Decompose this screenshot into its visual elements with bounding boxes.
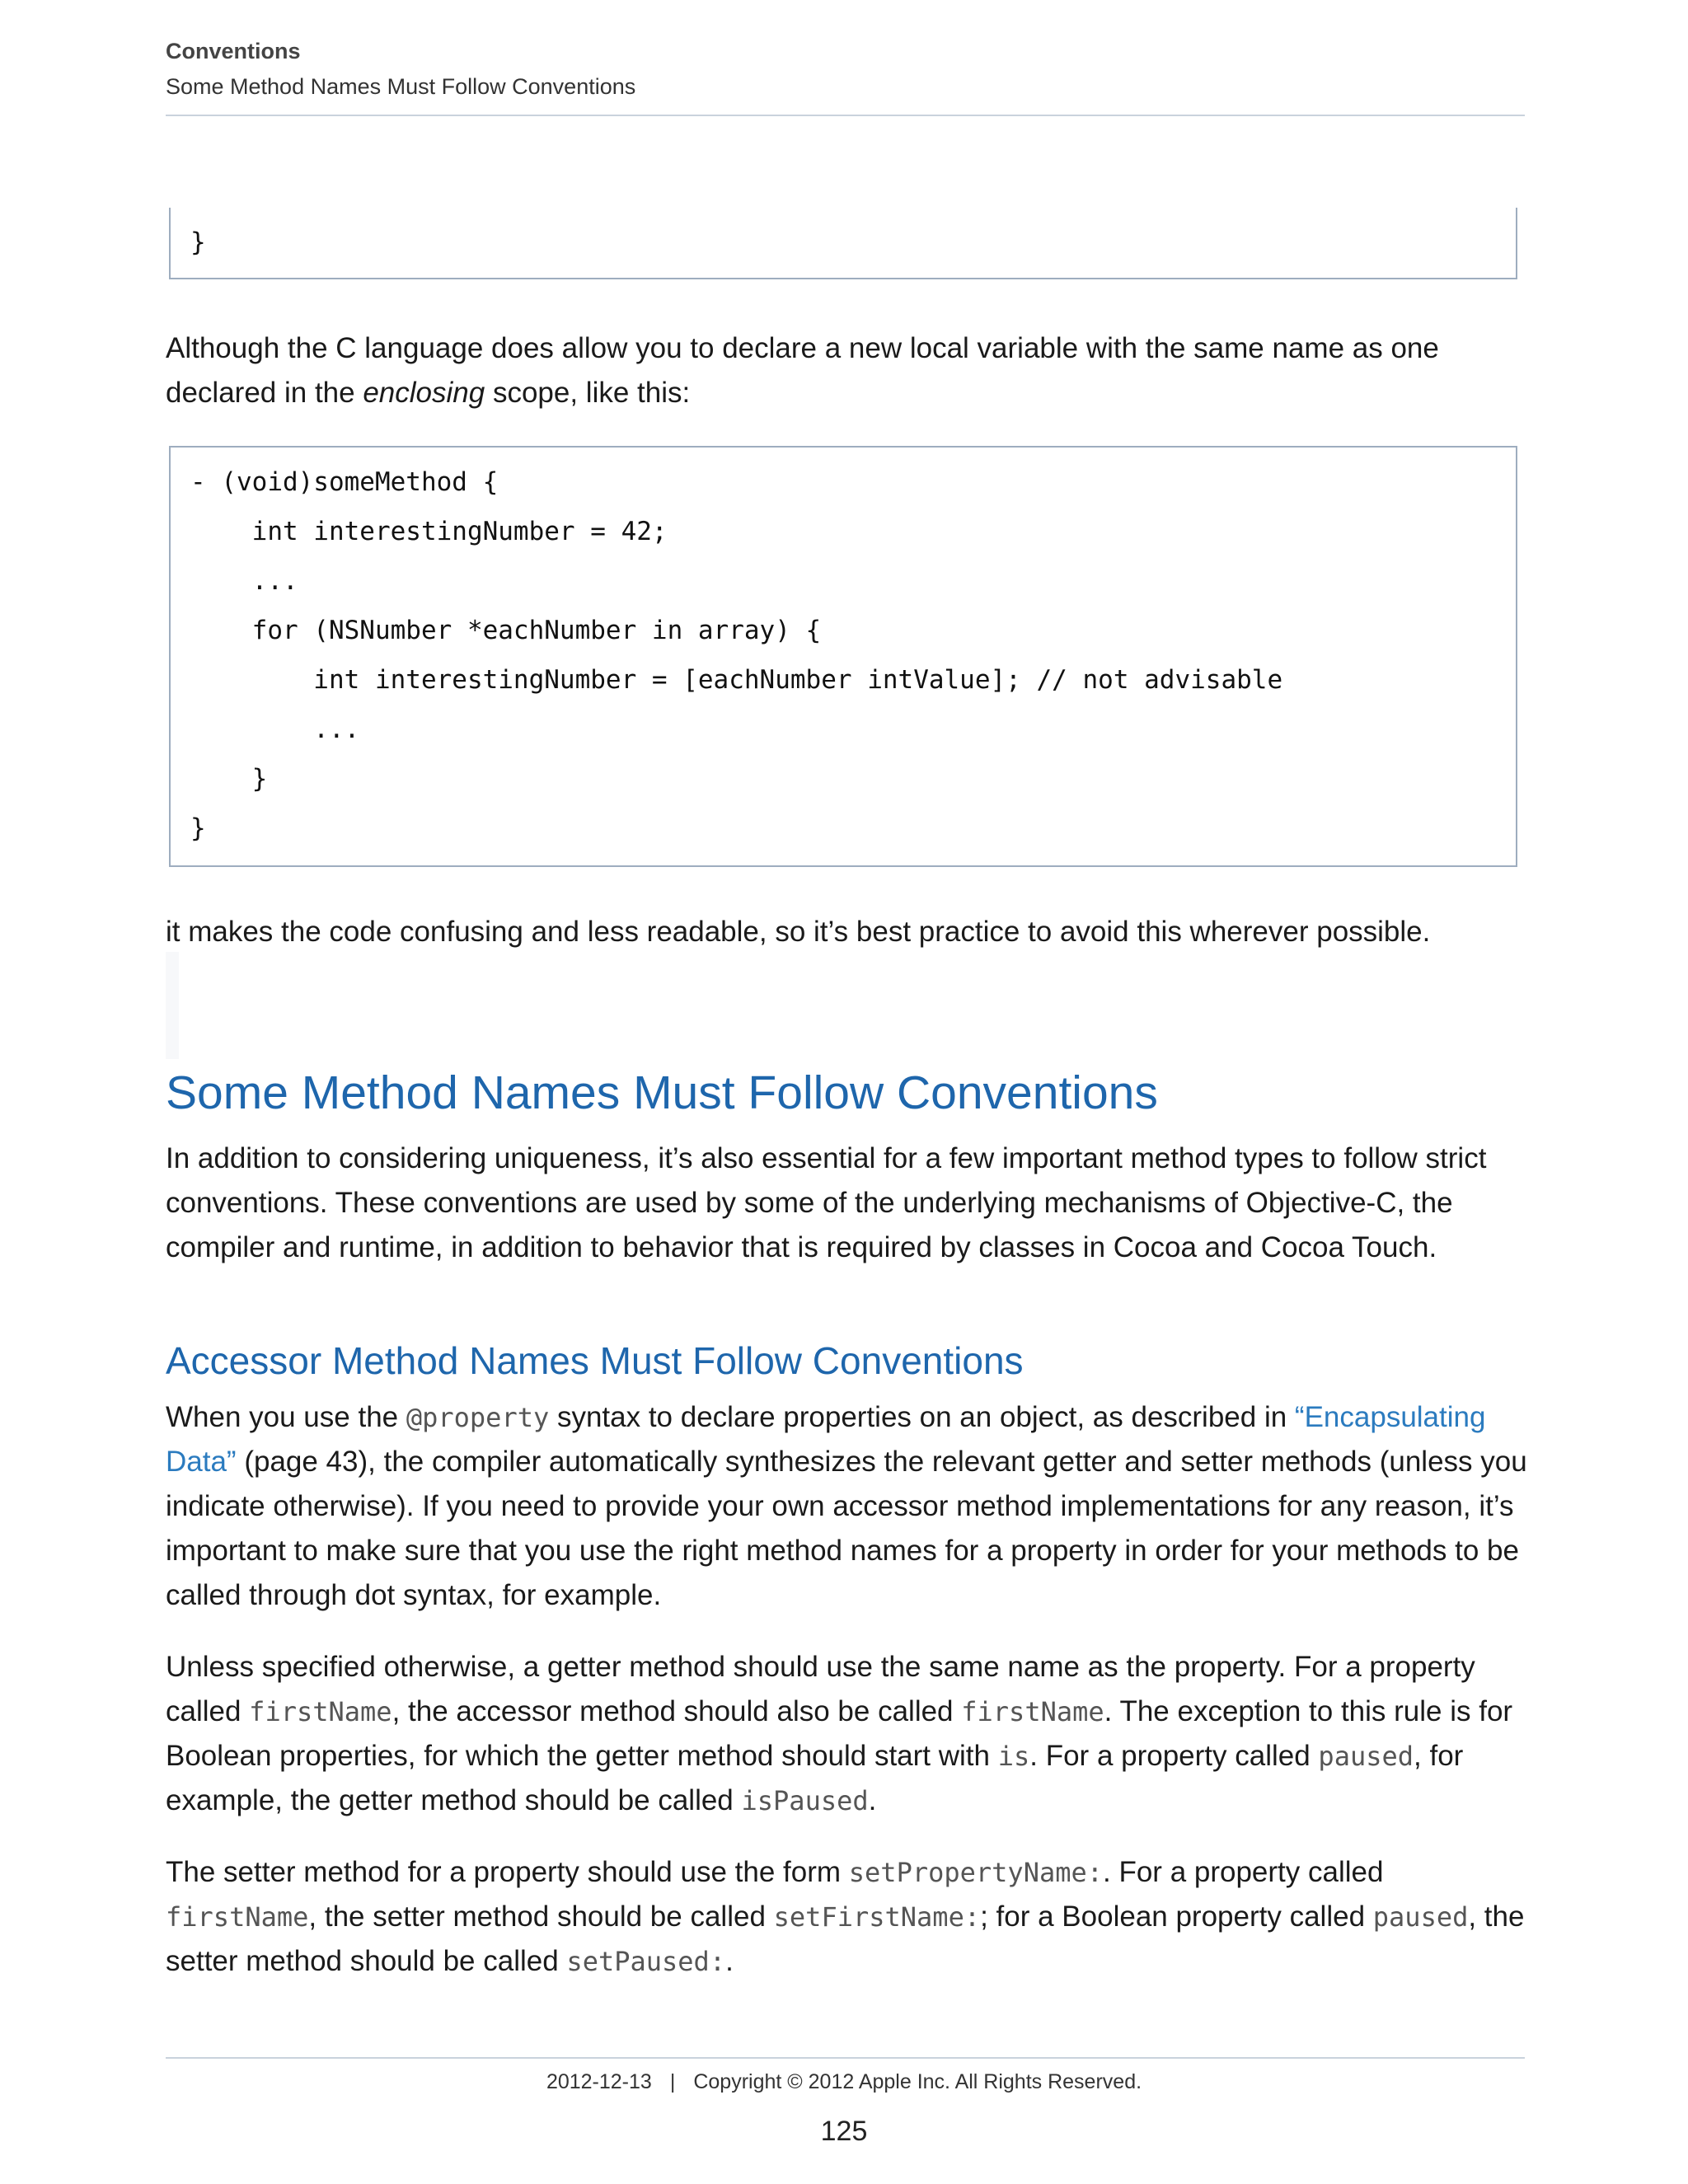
- paragraph-best-practice: it makes the code confusing and less readable, so it’s best practice to avoid this wherever possible.: [166, 916, 1431, 948]
- code-line: - (void)someMethod {: [190, 467, 499, 497]
- encapsulating-data-link[interactable]: “Encapsulating Data”: [166, 1401, 1486, 1478]
- code-term: firstName: [249, 1696, 392, 1727]
- code-listing-continued: [169, 208, 1517, 279]
- code-line: }: [190, 227, 206, 257]
- paragraph-intro: [166, 326, 1534, 415]
- footer-copyright: Copyright © 2012 Apple Inc. All Rights Reserved.: [693, 2070, 1142, 2093]
- running-header-chapter: Conventions: [166, 39, 301, 63]
- text-run: .: [725, 1945, 734, 1977]
- code-line: ...: [190, 566, 298, 596]
- text-run: . For a property called: [1029, 1740, 1319, 1772]
- footer: [0, 2070, 1688, 2094]
- code-term: firstName: [961, 1696, 1104, 1727]
- emphasis-text: enclosing: [363, 377, 485, 409]
- footer-date: 2012-12-13: [546, 2070, 652, 2093]
- code-term: setFirstName:: [773, 1901, 981, 1933]
- paragraph-getter-naming: [166, 1645, 1534, 1823]
- section-heading: Some Method Names Must Follow Conventions: [166, 1066, 1158, 1119]
- code-line: int interestingNumber = [eachNumber intValue]; // not advisable: [190, 665, 1283, 695]
- text-run: .: [868, 1784, 877, 1816]
- text-run: , the setter method should be called: [308, 1900, 774, 1933]
- code-term: setPaused:: [566, 1946, 726, 1977]
- code-line: int interestingNumber = 42;: [190, 517, 668, 546]
- code-term: firstName: [166, 1901, 309, 1933]
- code-line: for (NSNumber *eachNumber in array) {: [190, 616, 822, 645]
- text-run: scope, like this:: [485, 377, 691, 409]
- header-divider: [166, 115, 1525, 116]
- code-term: paused: [1372, 1901, 1469, 1933]
- footer-divider: [166, 2057, 1525, 2059]
- paragraph-conventions-intro: In addition to considering uniqueness, it’s also essential for a few important method types to follow strict conventions. These conventions are used by some of the underlying mechanisms of Objective-C, the compiler and runtime, in addition to behavior that is required by classes in Cocoa and Cocoa Touch.: [166, 1142, 1487, 1263]
- text-run: The setter method for a property should use the form: [166, 1856, 849, 1888]
- paragraph-setter-naming: [166, 1850, 1534, 1984]
- code-line: }: [190, 813, 206, 843]
- code-listing-some-method: [169, 446, 1517, 867]
- code-term: isPaused: [741, 1785, 869, 1816]
- text-run: ; for a Boolean property called: [980, 1900, 1373, 1933]
- code-term: paused: [1318, 1741, 1414, 1772]
- text-run: syntax to declare properties on an object, as described in: [549, 1401, 1295, 1433]
- code-line: ...: [190, 715, 360, 744]
- code-line: }: [190, 764, 268, 794]
- subsection-heading: Accessor Method Names Must Follow Conventions: [166, 1339, 1024, 1382]
- text-run: , the accessor method should also be called: [392, 1695, 962, 1727]
- code-term: setPropertyName:: [848, 1857, 1104, 1888]
- page-number: 125: [820, 2116, 868, 2147]
- code-term: @property: [406, 1402, 550, 1433]
- running-header-section: Some Method Names Must Follow Conventions: [166, 74, 636, 99]
- text-run: . For a property called: [1103, 1856, 1384, 1888]
- margin-shade: [166, 952, 179, 1059]
- footer-separator: |: [669, 2070, 676, 2093]
- text-run: Although the C language does allow you to declare a new local variable with the same name as one declared in the: [166, 332, 1439, 409]
- paragraph-property-syntax: [166, 1395, 1534, 1618]
- text-run: , for example, the getter method should be called: [166, 1740, 1464, 1816]
- text-run: Unless specified otherwise, a getter method should use the same name as the property. For a property called: [166, 1651, 1475, 1727]
- text-run: When you use the: [166, 1401, 406, 1433]
- text-run: . The exception to this rule is for Boolean properties, for which the getter method should start with: [166, 1695, 1513, 1772]
- code-term: is: [997, 1741, 1030, 1772]
- text-run: , the setter method should be called: [166, 1900, 1525, 1977]
- text-run: (page 43), the compiler automatically synthesizes the relevant getter and setter methods (unless you indicate otherwise). If you need to provide your own accessor method implementations for any reason, it’s important to make sure that you use the right method names for a property in order for your methods to be called through dot syntax, for example.: [166, 1446, 1527, 1611]
